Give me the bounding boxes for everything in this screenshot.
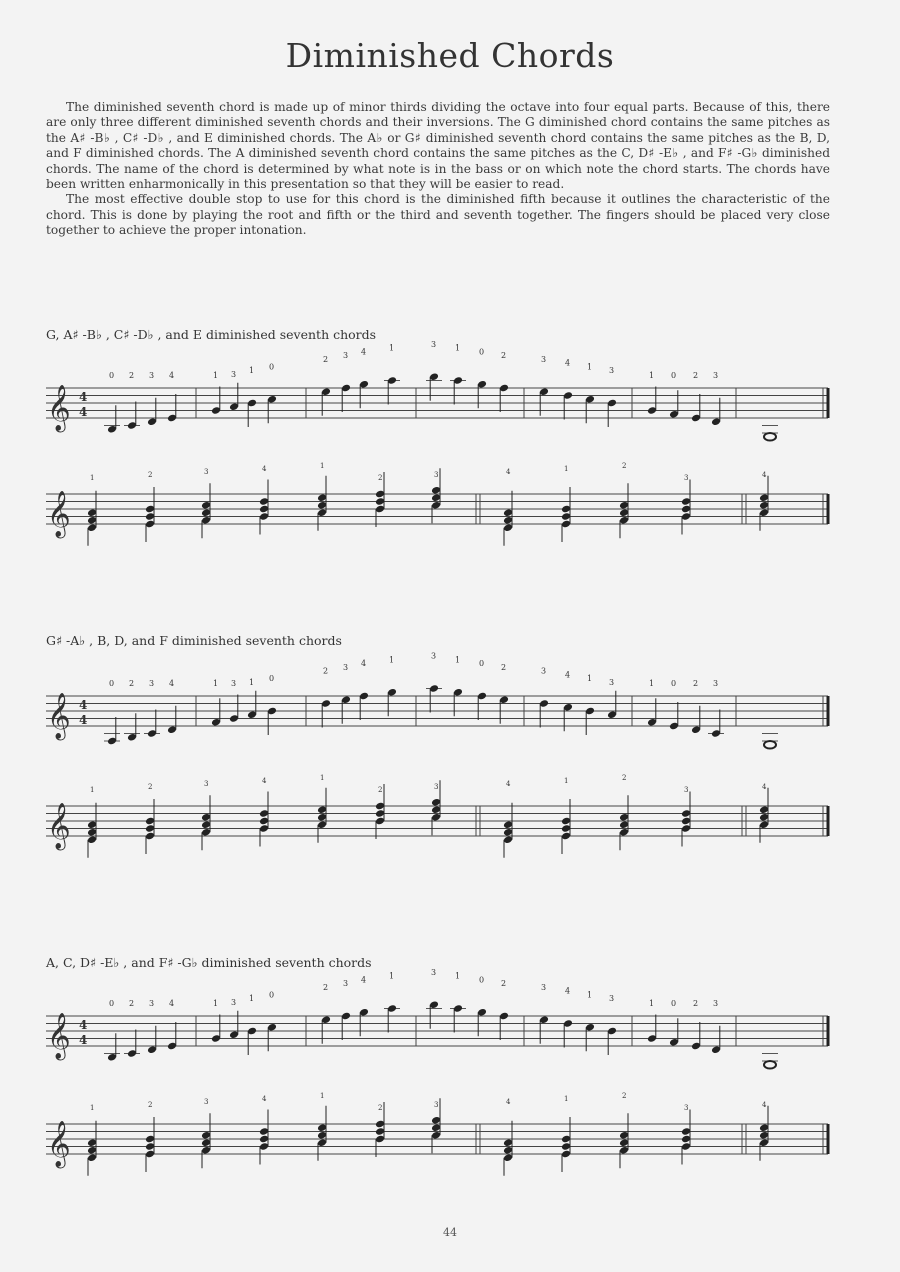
fingering-number: 0 [269, 990, 275, 1000]
fingering-number: 1 [649, 679, 655, 688]
fingering-number: 1 [213, 999, 219, 1008]
fingering-number: 0 [479, 659, 485, 668]
fingering-number: 3 [541, 354, 547, 364]
treble-clef-icon: 𝄞 [47, 385, 71, 431]
fingering-number: 0 [479, 975, 485, 985]
fingering-number: 1 [320, 1092, 325, 1100]
fingering-number: 3 [204, 1098, 209, 1106]
fingering-number: 0 [109, 999, 115, 1008]
fingering-number: 4 [506, 468, 511, 476]
fingering-number: 4 [506, 1098, 511, 1106]
fingering-number: 2 [323, 982, 329, 992]
fingering-number: 4 [262, 1095, 267, 1103]
fingering-number: 3 [434, 783, 439, 791]
fingering-number: 4 [506, 780, 511, 788]
treble-clef-icon: 𝄞 [47, 1013, 71, 1059]
fingering-number: 0 [109, 371, 115, 380]
fingering-number: 3 [431, 339, 437, 349]
fingering-number: 0 [269, 362, 275, 372]
time-signature: 4 [79, 1033, 88, 1047]
fingering-number: 0 [269, 674, 275, 683]
fingering-number: 2 [323, 354, 329, 364]
fingering-number: 2 [378, 474, 383, 482]
fingering-number: 3 [431, 967, 437, 977]
fingering-number: 0 [671, 679, 677, 688]
fingering-number: 3 [713, 679, 719, 688]
fingering-number: 2 [501, 351, 507, 360]
fingering-number: 4 [361, 659, 367, 668]
fingering-number: 2 [129, 371, 135, 380]
fingering-number: 2 [378, 1104, 383, 1112]
fingering-number: 3 [609, 677, 615, 687]
fingering-number: 1 [213, 371, 219, 380]
time-signature: 4 [79, 698, 88, 712]
fingering-number: 3 [434, 471, 439, 479]
fingering-number: 0 [479, 347, 485, 357]
fingering-number: 4 [262, 465, 267, 473]
page-title: Diminished Chords [285, 36, 615, 75]
fingering-number: 1 [389, 343, 395, 353]
fingering-number: 1 [564, 777, 569, 785]
time-signature: 4 [79, 1018, 88, 1032]
fingering-number: 1 [455, 343, 461, 353]
treble-clef-icon: 𝄞 [47, 1121, 71, 1167]
fingering-number: 4 [169, 999, 175, 1008]
fingering-number: 3 [541, 982, 547, 992]
fingering-number: 1 [564, 1095, 569, 1103]
section-label-3: A, C, D♯ -E♭ , and F♯ -G♭ diminished seventh chords [46, 955, 372, 970]
fingering-number: 4 [361, 347, 367, 357]
fingering-number: 0 [671, 999, 677, 1008]
fingering-number: 2 [622, 774, 627, 782]
fingering-number: 1 [587, 674, 593, 683]
intro-paragraph-2: The most effective double stop to use for this chord is the diminished fifth because it outlines the characteristic of the chord. This is done by playing the root and fifth or the third and seventh together. The fingers should be placed very close together to achieve the proper intonation. [46, 192, 830, 238]
fingering-number: 3 [149, 679, 155, 688]
time-signature: 4 [79, 713, 88, 727]
fingering-number: 3 [684, 1104, 689, 1112]
fingering-number: 2 [693, 371, 699, 380]
intro-paragraph-1: The diminished seventh chord is made up of minor thirds dividing the octave into four equal parts. Because of this, there are only three different diminished seventh chords and their inversions. The G diminished chord contains the same pitches as the A♯ -B♭ , C♯ -D♭ , and E diminished chords. The A♭ or G♯ diminished seventh chord contains the same pitches as the B, D, and F diminished chords. The A diminished seventh chord contains the same pitches as the C, D♯ -E♭ , and F♯ -G♭ diminished chords. The name of the chord is determined by what note is in the bass or on which note the chord starts. The chords have been written enharmonically in this presentation so that they will be easier to read. [46, 100, 830, 192]
fingering-number: 4 [361, 975, 367, 985]
section-label-1: G, A♯ -B♭ , C♯ -D♭ , and E diminished seventh chords [46, 327, 377, 342]
fingering-number: 2 [622, 1092, 627, 1100]
fingering-number: 3 [684, 474, 689, 482]
fingering-number: 3 [231, 997, 237, 1007]
whole-note [764, 1061, 776, 1069]
fingering-number: 2 [622, 462, 627, 470]
fingering-number: 0 [109, 679, 115, 688]
fingering-number: 1 [249, 366, 255, 375]
fingering-number: 4 [262, 777, 267, 785]
fingering-number: 2 [129, 999, 135, 1008]
fingering-number: 1 [389, 971, 395, 981]
fingering-number: 1 [455, 655, 461, 665]
fingering-number: 1 [455, 971, 461, 981]
fingering-number: 3 [434, 1101, 439, 1109]
time-signature: 4 [79, 390, 88, 404]
fingering-number: 4 [169, 371, 175, 380]
fingering-number: 3 [204, 468, 209, 476]
fingering-number: 2 [501, 662, 507, 672]
fingering-number: 1 [90, 1104, 95, 1112]
fingering-number: 3 [713, 999, 719, 1008]
fingering-number: 1 [90, 474, 95, 482]
treble-clef-icon: 𝄞 [47, 491, 71, 537]
fingering-number: 4 [565, 358, 571, 368]
fingering-number: 3 [149, 999, 155, 1008]
fingering-number: 3 [343, 351, 349, 360]
fingering-number: 1 [320, 462, 325, 470]
fingering-number: 3 [343, 662, 349, 672]
fingering-number: 3 [343, 979, 349, 988]
fingering-number: 4 [762, 471, 767, 479]
fingering-number: 3 [713, 371, 719, 380]
fingering-number: 1 [320, 774, 325, 782]
fingering-number: 1 [564, 465, 569, 473]
page-number: 44 [443, 1226, 457, 1239]
whole-note [764, 741, 776, 749]
fingering-number: 3 [609, 366, 615, 375]
fingering-number: 1 [249, 994, 255, 1003]
fingering-number: 4 [565, 670, 571, 680]
fingering-number: 1 [649, 371, 655, 380]
fingering-number: 2 [323, 666, 329, 676]
fingering-number: 1 [389, 655, 395, 665]
fingering-number: 2 [378, 786, 383, 794]
fingering-number: 4 [762, 783, 767, 791]
fingering-number: 2 [148, 1101, 153, 1109]
fingering-number: 2 [693, 999, 699, 1008]
fingering-number: 2 [129, 679, 135, 688]
fingering-number: 3 [231, 369, 237, 379]
fingering-number: 2 [501, 979, 507, 988]
time-signature: 4 [79, 405, 88, 419]
fingering-number: 1 [90, 786, 95, 794]
fingering-number: 1 [213, 679, 219, 688]
treble-clef-icon: 𝄞 [47, 693, 71, 739]
fingering-number: 1 [587, 990, 593, 1000]
fingering-number: 3 [231, 679, 237, 688]
fingering-number: 3 [431, 651, 437, 661]
fingering-number: 2 [693, 679, 699, 688]
fingering-number: 3 [609, 994, 615, 1003]
fingering-number: 1 [249, 677, 255, 687]
fingering-number: 2 [148, 783, 153, 791]
whole-note [764, 433, 776, 441]
fingering-number: 4 [565, 986, 571, 996]
treble-clef-icon: 𝄞 [47, 803, 71, 849]
section-label-2: G♯ -A♭ , B, D, and F diminished seventh chords [46, 633, 342, 648]
fingering-number: 2 [148, 471, 153, 479]
fingering-number: 3 [204, 780, 209, 788]
fingering-number: 1 [587, 362, 593, 372]
fingering-number: 4 [762, 1101, 767, 1109]
fingering-number: 3 [149, 371, 155, 380]
fingering-number: 3 [684, 786, 689, 794]
fingering-number: 4 [169, 679, 175, 688]
fingering-number: 0 [671, 371, 677, 380]
fingering-number: 1 [649, 999, 655, 1008]
fingering-number: 3 [541, 666, 547, 676]
